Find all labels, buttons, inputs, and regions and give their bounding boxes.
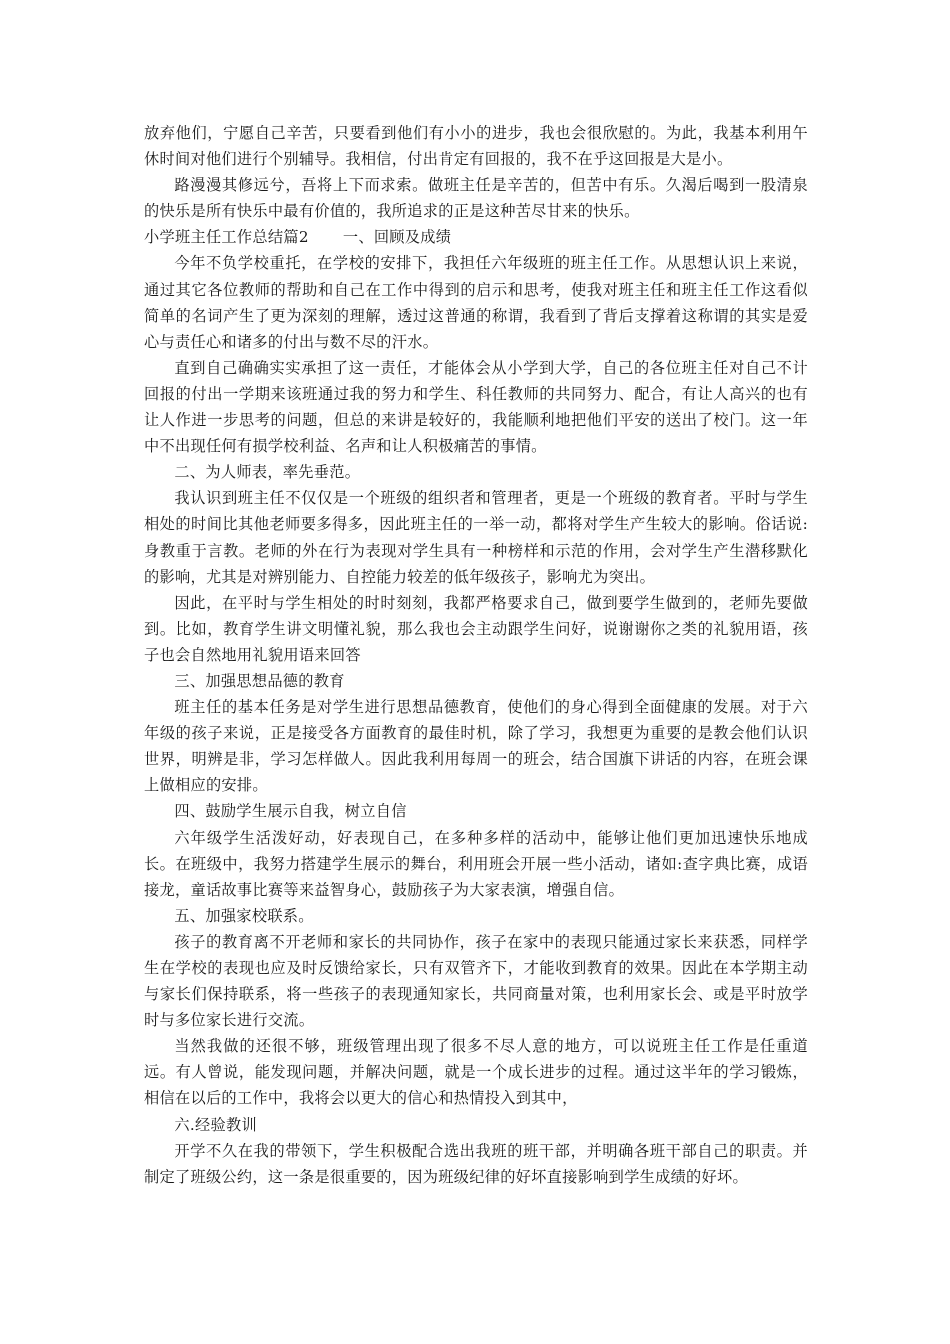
paragraph-6: 因此，在平时与学生相处的时时刻刻，我都严格要求自己，做到要学生做到的，老师先要做到。比如，教育学生讲文明懂礼貌，那么我也会主动跟学生问好，说谢谢你之类的礼貌用语，孩子也会自然地用礼貌用语来回答 — [144, 593, 808, 664]
paragraph-11: 开学不久在我的带领下，学生积极配合选出我班的班干部，并明确各班干部自己的职责。并制定了班级公约，这一条是很重要的，因为班级纪律的好坏直接影响到学生成绩的好坏。 — [144, 1141, 808, 1186]
article-title-line — [144, 224, 808, 250]
paragraph-7: 班主任的基本任务是对学生进行思想品德教育，使他们的身心得到全面健康的发展。对于六年级的孩子来说，正是接受各方面教育的最佳时机，除了学习，我想更为重要的是教会他们认识世界，明辨是非，学习怎样做人。因此我利用每周一的班会，结合国旗下讲话的内容，在班会课上做相应的安排。 — [144, 698, 808, 795]
section-heading-1: 一、回顾及成绩 — [342, 228, 452, 247]
section-heading-5: 五、加强家校联系。 — [174, 906, 314, 925]
document-page — [144, 120, 808, 1190]
paragraph-5: 我认识到班主任不仅仅是一个班级的组织者和管理者，更是一个班级的教育者。平时与学生相处的时间比其他老师要多得多，因此班主任的一举一动，都将对学生产生较大的影响。俗话说:身教重于言教。老师的外在行为表现对学生具有一种榜样和示范的作用，会对学生产生潜移默化的影响，尤其是对辨别能力、自控能力较差的低年级孩子，影响尤为突出。 — [144, 489, 808, 586]
section-heading-6: 六.经验教训 — [174, 1115, 257, 1134]
paragraph-1: 放弃他们，宁愿自己辛苦，只要看到他们有小小的进步，我也会很欣慰的。为此，我基本利用午休时间对他们进行个别辅导。我相信，付出肯定有回报的，我不在乎这回报是大是小。 — [144, 124, 808, 169]
paragraph-10: 当然我做的还很不够，班级管理出现了很多不尽人意的地方，可以说班主任工作是任重道远。有人曾说，能发现问题，并解决问题，就是一个成长进步的过程。通过这半年的学习锻炼，相信在以后的工作中，我将会以更大的信心和热情投入到其中， — [144, 1037, 808, 1108]
paragraph-9: 孩子的教育离不开老师和家长的共同协作，孩子在家中的表现只能通过家长来获悉，同样学生在学校的表现也应及时反馈给家长，只有双管齐下，才能收到教育的效果。因此在本学期主动与家长们保持联系，将一些孩子的表现通知家长，共同商量对策，也利用家长会、或是平时放学时与多位家长进行交流。 — [144, 932, 808, 1030]
paragraph-8: 六年级学生活泼好动，好表现自己，在多种多样的活动中，能够让他们更加迅速快乐地成长。在班级中，我努力搭建学生展示的舞台，利用班会开展一些小活动，诸如:查字典比赛，成语接龙，童话故事比赛等来益智身心，鼓励孩子为大家表演，增强自信。 — [144, 828, 808, 899]
section-heading-3: 三、加强思想品德的教育 — [174, 671, 345, 690]
section-heading-2: 二、为人师表，率先垂范。 — [174, 463, 361, 482]
paragraph-3: 今年不负学校重托，在学校的安排下，我担任六年级班的班主任工作。从思想认识上来说，通过其它各位教师的帮助和自己在工作中得到的启示和思考，使我对班主任和班主任工作这看似简单的名词产生了更为深刻的理解，透过这普通的称谓，我看到了背后支撑着这称谓的其实是爱心与责任心和诸多的付出与数不尽的汗水。 — [144, 254, 808, 351]
paragraph-4: 直到自己确确实实承担了这一责任，才能体会从小学到大学，自己的各位班主任对自己不计回报的付出一学期来该班通过我的努力和学生、科任教师的共同努力、配合，有让人高兴的也有让人作进一步思考的问题，但总的来讲是较好的，我能顺利地把他们平安的送出了校门。这一年中不出现任何有损学校利益、名声和让人积极痛苦的事情。 — [144, 358, 808, 456]
article-title: 小学班主任工作总结篇2 — [144, 228, 309, 247]
paragraph-2: 路漫漫其修远兮，吾将上下而求索。做班主任是辛苦的，但苦中有乐。久渴后喝到一股清泉的快乐是所有快乐中最有价值的，我所追求的正是这种苦尽甘来的快乐。 — [144, 176, 808, 221]
section-heading-4: 四、鼓励学生展示自我，树立自信 — [174, 802, 407, 821]
